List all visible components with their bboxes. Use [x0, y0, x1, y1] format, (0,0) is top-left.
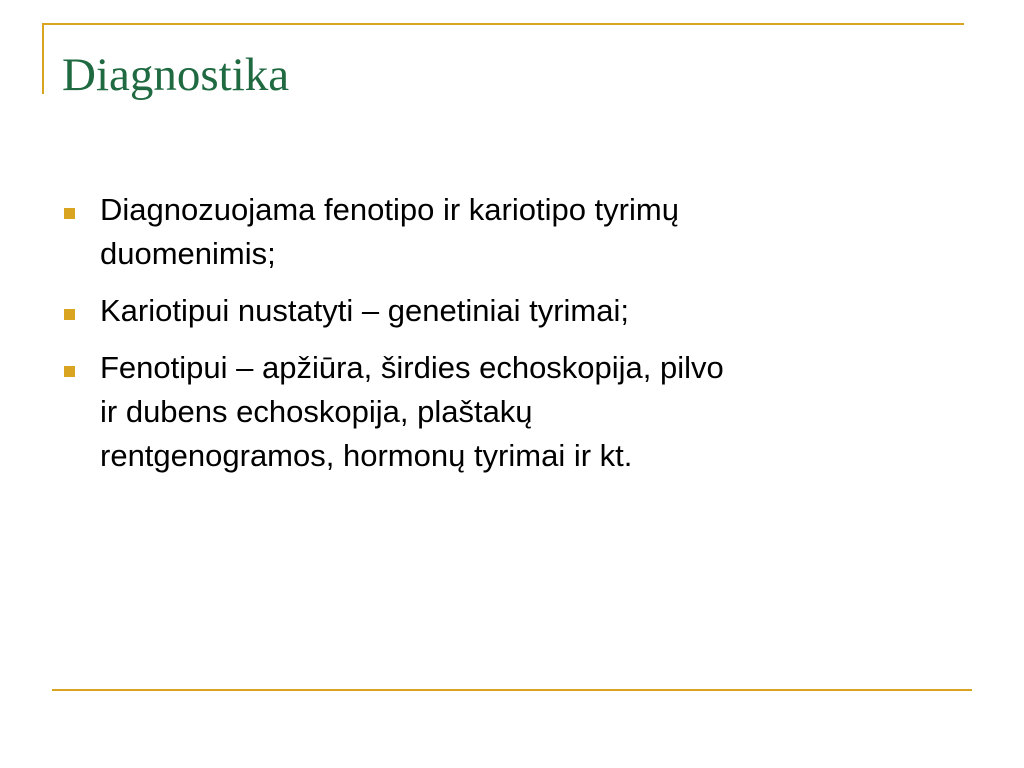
- bullet-item-diagnosis: [64, 188, 964, 276]
- bullet-line: duomenimis;: [100, 236, 276, 271]
- bullet-line: Kariotipui nustatyti – genetiniai tyrimai;: [100, 293, 629, 328]
- bullet-text: [100, 346, 964, 478]
- square-bullet-icon: [64, 366, 75, 377]
- bullet-line: Diagnozuojama fenotipo ir kariotipo tyrimų: [100, 192, 679, 227]
- bullet-line: rentgenogramos, hormonų tyrimai ir kt.: [100, 438, 633, 473]
- square-bullet-icon: [64, 208, 75, 219]
- bullet-line: Fenotipui – apžiūra, širdies echoskopija, pilvo: [100, 350, 724, 385]
- bullet-list: [64, 188, 964, 491]
- bullet-text: [100, 188, 964, 276]
- bullet-item-phenotype: [64, 346, 964, 478]
- square-bullet-icon: [64, 309, 75, 320]
- top-accent-line: [42, 23, 964, 25]
- bullet-text: [100, 289, 964, 333]
- bullet-line: ir dubens echoskopija, plaštakų: [100, 394, 533, 429]
- bullet-item-karyotype: [64, 289, 964, 333]
- slide-title: Diagnostika: [62, 49, 290, 101]
- left-accent-line: [42, 23, 44, 94]
- bottom-accent-line: [52, 689, 972, 691]
